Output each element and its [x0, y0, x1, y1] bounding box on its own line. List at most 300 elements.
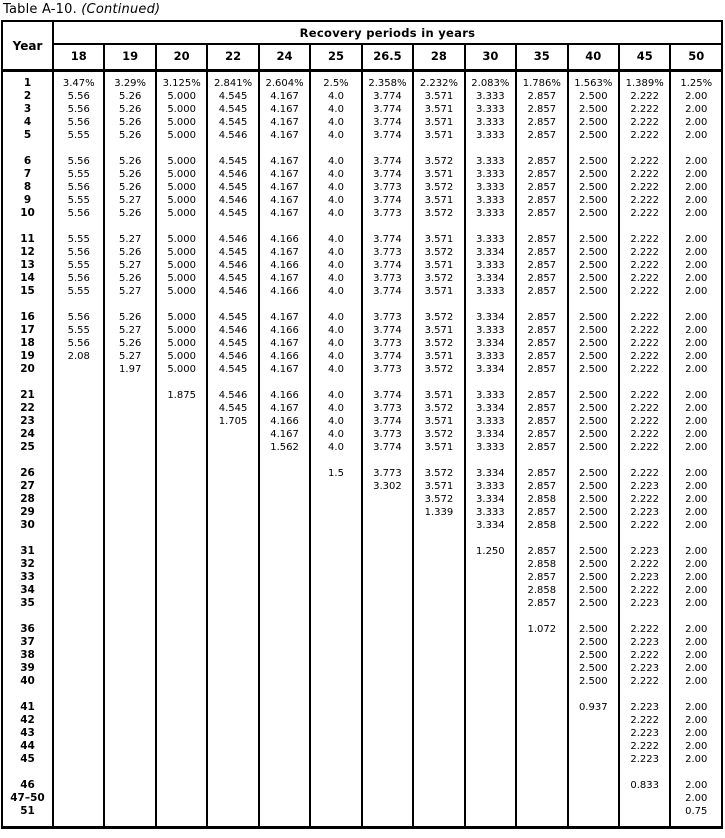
year-cell: 44 — [20, 740, 35, 752]
value-cell-19yr: 5.26 — [104, 337, 155, 350]
spacer-cell — [53, 220, 104, 233]
value-cell-22yr: 4.545 — [207, 90, 258, 103]
value-cell-30yr: 3.333 — [465, 233, 516, 246]
value-cell-26.5yr: 2.358% — [362, 71, 413, 91]
value-cell-50yr: 2.00 — [670, 792, 722, 805]
value-cell-22yr: 4.546 — [207, 324, 258, 337]
year-cell: 15 — [20, 285, 35, 297]
value-cell-20yr — [156, 727, 207, 740]
spacer-cell — [619, 610, 670, 623]
group-spacer-row — [2, 376, 722, 389]
value-cell-50yr: 2.00 — [670, 714, 722, 727]
column-header-50: 50 — [670, 44, 722, 71]
value-cell-20yr — [156, 779, 207, 792]
spacer-cell — [516, 376, 567, 389]
value-cell-25yr: 4.0 — [310, 428, 361, 441]
value-cell-40yr — [568, 740, 619, 753]
value-cell-50yr: 2.00 — [670, 246, 722, 259]
value-cell-35yr — [516, 675, 567, 688]
value-cell-35yr — [516, 779, 567, 792]
value-cell-45yr: 2.222 — [619, 402, 670, 415]
spacer-cell — [207, 766, 258, 779]
value-cell-35yr: 2.857 — [516, 103, 567, 116]
spacer-cell — [465, 766, 516, 779]
table-row-year-5 — [2, 129, 722, 142]
value-cell-25yr: 1.5 — [310, 467, 361, 480]
table-row-year-33 — [2, 571, 722, 584]
value-cell-26.5yr — [362, 636, 413, 649]
spacer-cell — [465, 610, 516, 623]
value-cell-18yr — [53, 792, 104, 805]
value-cell-24yr: 4.167 — [259, 103, 310, 116]
value-cell-50yr: 2.00 — [670, 480, 722, 493]
value-cell-35yr: 2.857 — [516, 129, 567, 142]
value-cell-20yr: 5.000 — [156, 103, 207, 116]
value-cell-40yr: 2.500 — [568, 168, 619, 181]
value-cell-35yr — [516, 636, 567, 649]
spacer-cell — [413, 454, 464, 467]
value-cell-26.5yr: 3.774 — [362, 168, 413, 181]
value-cell-19yr: 5.27 — [104, 194, 155, 207]
value-cell-20yr — [156, 480, 207, 493]
value-cell-28yr: 3.571 — [413, 285, 464, 298]
spacer-cell — [259, 142, 310, 155]
value-cell-19yr — [104, 545, 155, 558]
value-cell-35yr: 2.857 — [516, 311, 567, 324]
value-cell-18yr — [53, 779, 104, 792]
value-cell-26.5yr — [362, 779, 413, 792]
spacer-cell — [568, 142, 619, 155]
value-cell-25yr: 4.0 — [310, 415, 361, 428]
value-cell-30yr: 3.334 — [465, 493, 516, 506]
value-cell-30yr: 3.334 — [465, 337, 516, 350]
value-cell-50yr: 2.00 — [670, 233, 722, 246]
value-cell-20yr — [156, 506, 207, 519]
table-title-continued: (Continued) — [76, 2, 161, 17]
value-cell-26.5yr — [362, 506, 413, 519]
value-cell-19yr: 5.26 — [104, 116, 155, 129]
value-cell-28yr: 1.339 — [413, 506, 464, 519]
value-cell-25yr — [310, 545, 361, 558]
value-cell-20yr — [156, 662, 207, 675]
value-cell-22yr — [207, 506, 258, 519]
value-cell-45yr: 2.222 — [619, 207, 670, 220]
value-cell-50yr: 2.00 — [670, 168, 722, 181]
value-cell-25yr — [310, 701, 361, 714]
spacer-cell — [465, 142, 516, 155]
value-cell-19yr: 5.27 — [104, 324, 155, 337]
value-cell-25yr — [310, 493, 361, 506]
value-cell-20yr — [156, 545, 207, 558]
year-cell: 41 — [20, 701, 35, 713]
value-cell-35yr: 2.857 — [516, 350, 567, 363]
spacer-cell — [207, 298, 258, 311]
spacer-cell — [670, 688, 722, 701]
value-cell-40yr: 2.500 — [568, 545, 619, 558]
spacer-cell — [362, 376, 413, 389]
table-row-year-40 — [2, 675, 722, 688]
spacer-cell — [413, 610, 464, 623]
value-cell-28yr: 3.572 — [413, 181, 464, 194]
table-row-year-29 — [2, 506, 722, 519]
spacer-cell — [670, 220, 722, 233]
value-cell-20yr — [156, 636, 207, 649]
value-cell-26.5yr — [362, 662, 413, 675]
value-cell-45yr: 2.222 — [619, 337, 670, 350]
value-cell-24yr — [259, 597, 310, 610]
value-cell-18yr — [53, 545, 104, 558]
value-cell-30yr: 3.333 — [465, 90, 516, 103]
year-cell: 24 — [20, 428, 35, 440]
value-cell-45yr: 2.222 — [619, 714, 670, 727]
value-cell-45yr: 0.833 — [619, 779, 670, 792]
value-cell-45yr: 2.223 — [619, 545, 670, 558]
value-cell-19yr — [104, 493, 155, 506]
value-cell-50yr: 2.00 — [670, 155, 722, 168]
spacer-cell — [259, 298, 310, 311]
value-cell-28yr — [413, 571, 464, 584]
spacer-cell — [619, 376, 670, 389]
spacer-cell — [156, 532, 207, 545]
value-cell-35yr: 2.857 — [516, 90, 567, 103]
year-cell: 43 — [20, 727, 35, 739]
year-cell: 12 — [20, 246, 35, 258]
value-cell-25yr — [310, 506, 361, 519]
value-cell-50yr: 2.00 — [670, 675, 722, 688]
table-row-year-21 — [2, 389, 722, 402]
value-cell-20yr — [156, 519, 207, 532]
year-cell: 35 — [20, 597, 35, 609]
value-cell-28yr: 3.572 — [413, 207, 464, 220]
value-cell-26.5yr: 3.774 — [362, 155, 413, 168]
value-cell-22yr — [207, 545, 258, 558]
spacer-cell — [619, 766, 670, 779]
value-cell-50yr: 2.00 — [670, 779, 722, 792]
value-cell-30yr: 3.334 — [465, 311, 516, 324]
value-cell-19yr — [104, 428, 155, 441]
value-cell-24yr: 4.167 — [259, 168, 310, 181]
value-cell-30yr — [465, 753, 516, 766]
table-row-year-18 — [2, 337, 722, 350]
spacer-cell — [362, 142, 413, 155]
value-cell-50yr: 2.00 — [670, 194, 722, 207]
value-cell-35yr — [516, 649, 567, 662]
value-cell-35yr: 2.858 — [516, 519, 567, 532]
year-cell: 36 — [20, 623, 35, 635]
value-cell-24yr — [259, 662, 310, 675]
value-cell-24yr: 4.167 — [259, 337, 310, 350]
value-cell-45yr: 2.223 — [619, 636, 670, 649]
value-cell-40yr: 2.500 — [568, 649, 619, 662]
year-cell: 18 — [20, 337, 35, 349]
value-cell-24yr — [259, 753, 310, 766]
value-cell-28yr — [413, 675, 464, 688]
value-cell-26.5yr: 3.773 — [362, 246, 413, 259]
value-cell-45yr: 2.222 — [619, 415, 670, 428]
value-cell-19yr: 5.26 — [104, 155, 155, 168]
value-cell-20yr — [156, 597, 207, 610]
value-cell-30yr — [465, 649, 516, 662]
value-cell-35yr: 2.857 — [516, 207, 567, 220]
value-cell-20yr: 5.000 — [156, 246, 207, 259]
value-cell-40yr: 2.500 — [568, 584, 619, 597]
value-cell-25yr: 4.0 — [310, 90, 361, 103]
value-cell-20yr — [156, 753, 207, 766]
value-cell-40yr: 2.500 — [568, 259, 619, 272]
value-cell-26.5yr: 3.774 — [362, 129, 413, 142]
spacer-cell — [670, 298, 722, 311]
value-cell-18yr — [53, 623, 104, 636]
value-cell-30yr: 3.334 — [465, 246, 516, 259]
value-cell-19yr — [104, 662, 155, 675]
value-cell-28yr: 3.571 — [413, 90, 464, 103]
value-cell-40yr — [568, 727, 619, 740]
spacer-cell — [53, 610, 104, 623]
value-cell-20yr: 5.000 — [156, 155, 207, 168]
value-cell-26.5yr — [362, 701, 413, 714]
spacer-cell — [310, 298, 361, 311]
value-cell-28yr — [413, 714, 464, 727]
recovery-periods-header: Recovery periods in years — [53, 21, 722, 44]
value-cell-35yr: 2.858 — [516, 493, 567, 506]
value-cell-50yr: 2.00 — [670, 636, 722, 649]
value-cell-28yr: 3.571 — [413, 480, 464, 493]
spacer-cell — [53, 298, 104, 311]
column-header-28: 28 — [413, 44, 464, 71]
value-cell-25yr — [310, 636, 361, 649]
spacer-cell — [104, 298, 155, 311]
spacer-cell — [465, 532, 516, 545]
value-cell-35yr: 2.857 — [516, 363, 567, 376]
value-cell-40yr: 2.500 — [568, 324, 619, 337]
value-cell-35yr — [516, 727, 567, 740]
value-cell-50yr: 2.00 — [670, 428, 722, 441]
spacer-cell — [156, 454, 207, 467]
value-cell-28yr — [413, 701, 464, 714]
spacer-cell — [104, 610, 155, 623]
value-cell-30yr: 3.334 — [465, 428, 516, 441]
value-cell-28yr: 3.571 — [413, 168, 464, 181]
value-cell-28yr: 2.232% — [413, 71, 464, 91]
value-cell-50yr: 2.00 — [670, 571, 722, 584]
value-cell-35yr: 2.857 — [516, 428, 567, 441]
value-cell-18yr — [53, 753, 104, 766]
value-cell-40yr: 2.500 — [568, 363, 619, 376]
value-cell-18yr — [53, 415, 104, 428]
value-cell-25yr: 4.0 — [310, 103, 361, 116]
spacer-cell — [619, 532, 670, 545]
spacer-cell — [670, 454, 722, 467]
value-cell-30yr: 3.334 — [465, 363, 516, 376]
value-cell-40yr: 2.500 — [568, 636, 619, 649]
value-cell-20yr: 1.875 — [156, 389, 207, 402]
spacer-cell — [619, 298, 670, 311]
spacer-cell — [156, 220, 207, 233]
value-cell-22yr: 4.546 — [207, 389, 258, 402]
value-cell-26.5yr: 3.773 — [362, 402, 413, 415]
value-cell-19yr — [104, 519, 155, 532]
value-cell-24yr — [259, 571, 310, 584]
spacer-cell — [310, 532, 361, 545]
value-cell-50yr: 2.00 — [670, 415, 722, 428]
value-cell-24yr — [259, 714, 310, 727]
value-cell-19yr — [104, 792, 155, 805]
spacer-cell — [310, 454, 361, 467]
value-cell-24yr: 4.167 — [259, 181, 310, 194]
value-cell-50yr: 2.00 — [670, 558, 722, 571]
value-cell-40yr: 2.500 — [568, 662, 619, 675]
value-cell-22yr — [207, 467, 258, 480]
value-cell-19yr — [104, 701, 155, 714]
value-cell-18yr: 2.08 — [53, 350, 104, 363]
column-header-25: 25 — [310, 44, 361, 71]
spacer-cell — [619, 454, 670, 467]
value-cell-40yr: 2.500 — [568, 337, 619, 350]
value-cell-25yr: 4.0 — [310, 363, 361, 376]
value-cell-19yr — [104, 714, 155, 727]
value-cell-40yr: 2.500 — [568, 415, 619, 428]
value-cell-50yr: 2.00 — [670, 402, 722, 415]
value-cell-45yr: 2.223 — [619, 571, 670, 584]
depreciation-rate-table — [1, 20, 723, 829]
value-cell-19yr: 5.26 — [104, 103, 155, 116]
value-cell-18yr — [53, 441, 104, 454]
column-header-40: 40 — [568, 44, 619, 71]
value-cell-20yr — [156, 441, 207, 454]
value-cell-25yr: 4.0 — [310, 181, 361, 194]
column-header-20: 20 — [156, 44, 207, 71]
year-cell: 28 — [20, 493, 35, 505]
value-cell-30yr: 3.333 — [465, 168, 516, 181]
group-spacer-row — [2, 766, 722, 779]
value-cell-20yr: 5.000 — [156, 259, 207, 272]
value-cell-30yr: 3.333 — [465, 324, 516, 337]
value-cell-40yr: 2.500 — [568, 623, 619, 636]
value-cell-18yr: 5.56 — [53, 90, 104, 103]
spacer-cell — [465, 454, 516, 467]
value-cell-20yr — [156, 805, 207, 828]
value-cell-25yr — [310, 623, 361, 636]
value-cell-22yr — [207, 519, 258, 532]
value-cell-25yr — [310, 714, 361, 727]
spacer-cell — [362, 532, 413, 545]
value-cell-28yr — [413, 649, 464, 662]
value-cell-19yr — [104, 402, 155, 415]
value-cell-18yr: 5.56 — [53, 181, 104, 194]
spacer-cell — [465, 688, 516, 701]
table-row-year-44 — [2, 740, 722, 753]
value-cell-22yr — [207, 428, 258, 441]
value-cell-18yr: 5.56 — [53, 311, 104, 324]
spacer-cell — [516, 454, 567, 467]
value-cell-45yr: 2.222 — [619, 272, 670, 285]
table-row-year-43 — [2, 727, 722, 740]
spacer-cell — [2, 532, 53, 545]
value-cell-28yr: 3.572 — [413, 311, 464, 324]
value-cell-40yr: 2.500 — [568, 467, 619, 480]
table-body — [2, 71, 722, 828]
value-cell-18yr: 3.47% — [53, 71, 104, 91]
value-cell-26.5yr: 3.774 — [362, 259, 413, 272]
spacer-cell — [413, 298, 464, 311]
table-row-year-9 — [2, 194, 722, 207]
value-cell-50yr: 2.00 — [670, 662, 722, 675]
value-cell-19yr: 5.26 — [104, 181, 155, 194]
value-cell-28yr: 3.571 — [413, 350, 464, 363]
value-cell-22yr: 4.545 — [207, 103, 258, 116]
value-cell-22yr — [207, 571, 258, 584]
value-cell-18yr: 5.56 — [53, 116, 104, 129]
spacer-cell — [413, 532, 464, 545]
value-cell-20yr: 5.000 — [156, 129, 207, 142]
value-cell-35yr: 1.786% — [516, 71, 567, 91]
value-cell-20yr — [156, 740, 207, 753]
table-row-year-2 — [2, 90, 722, 103]
value-cell-30yr — [465, 623, 516, 636]
value-cell-24yr — [259, 779, 310, 792]
value-cell-50yr: 2.00 — [670, 363, 722, 376]
value-cell-22yr: 4.545 — [207, 363, 258, 376]
value-cell-22yr: 4.546 — [207, 285, 258, 298]
value-cell-18yr: 5.55 — [53, 168, 104, 181]
value-cell-35yr: 2.857 — [516, 233, 567, 246]
value-cell-45yr: 2.222 — [619, 519, 670, 532]
value-cell-45yr: 2.222 — [619, 233, 670, 246]
column-header-22: 22 — [207, 44, 258, 71]
table-row-year-6 — [2, 155, 722, 168]
value-cell-24yr — [259, 636, 310, 649]
value-cell-45yr: 2.223 — [619, 727, 670, 740]
value-cell-25yr: 4.0 — [310, 402, 361, 415]
table-row-year-26 — [2, 467, 722, 480]
value-cell-28yr: 3.571 — [413, 415, 464, 428]
value-cell-22yr: 4.546 — [207, 233, 258, 246]
spacer-cell — [465, 298, 516, 311]
value-cell-28yr: 3.571 — [413, 259, 464, 272]
year-cell: 23 — [20, 415, 35, 427]
spacer-cell — [259, 688, 310, 701]
value-cell-35yr: 1.072 — [516, 623, 567, 636]
value-cell-20yr: 5.000 — [156, 168, 207, 181]
value-cell-25yr: 4.0 — [310, 324, 361, 337]
table-row-year-51 — [2, 805, 722, 828]
value-cell-35yr — [516, 714, 567, 727]
value-cell-18yr: 5.55 — [53, 194, 104, 207]
value-cell-20yr — [156, 415, 207, 428]
value-cell-20yr: 5.000 — [156, 350, 207, 363]
table-row-year-10 — [2, 207, 722, 220]
column-header-35: 35 — [516, 44, 567, 71]
value-cell-45yr: 2.222 — [619, 428, 670, 441]
table-row-year-14 — [2, 272, 722, 285]
value-cell-18yr — [53, 519, 104, 532]
value-cell-30yr: 3.333 — [465, 285, 516, 298]
value-cell-18yr: 5.56 — [53, 246, 104, 259]
value-cell-28yr: 3.572 — [413, 337, 464, 350]
year-cell: 1 — [23, 77, 32, 89]
value-cell-35yr — [516, 701, 567, 714]
spacer-cell — [104, 454, 155, 467]
value-cell-22yr: 4.546 — [207, 168, 258, 181]
spacer-cell — [568, 688, 619, 701]
value-cell-40yr: 0.937 — [568, 701, 619, 714]
table-row-year-7 — [2, 168, 722, 181]
value-cell-45yr: 2.222 — [619, 350, 670, 363]
spacer-cell — [207, 454, 258, 467]
value-cell-45yr: 2.222 — [619, 194, 670, 207]
value-cell-45yr: 2.223 — [619, 506, 670, 519]
value-cell-25yr — [310, 597, 361, 610]
